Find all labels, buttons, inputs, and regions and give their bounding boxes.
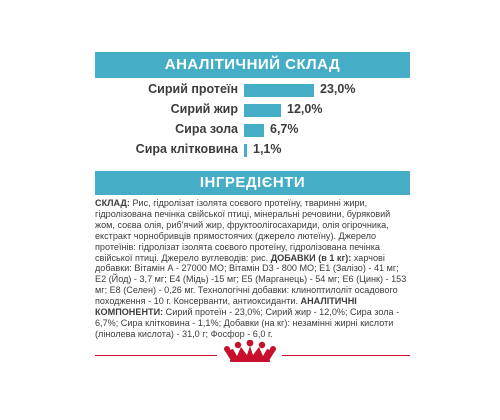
analysis-row-value: 1,1% (253, 142, 282, 156)
analysis-row-label: Сирий жир (170, 102, 238, 116)
analysis-row (95, 120, 410, 140)
analysis-row (95, 80, 410, 100)
analysis-row-label: Сира клітковина (135, 142, 238, 156)
divider-right (282, 355, 410, 356)
analysis-row-label: Сира зола (175, 122, 238, 136)
analysis-row-value: 6,7% (270, 122, 299, 136)
analysis-row-label: Сирий протеїн (148, 82, 238, 96)
additives-label: ДОБАВКИ (в 1 кг): (270, 252, 352, 263)
components-label: АНАЛІТИЧНІ КОМПОНЕНТИ: (95, 296, 357, 318)
composition-text: Рис, гідролізат ізолята соєвого протеїну, тваринні жири, гідролізована печінка свійської птиці, мінеральні речовини, буряковий жом, соєва олія, риб'ячий жир, фруктоолігосахариди, олія огірочника, екстракт чорнобривців прямостоячих (джерело лютеїну). Джерело протеїнів: гідролізат ізолята соєвого протеїну, гідролізована печінка свійської птиці. Джерело вуглеводів: рис. (95, 198, 391, 263)
divider-left (95, 355, 217, 356)
analysis-row (95, 100, 410, 120)
royal-crown-logo-icon (221, 340, 279, 364)
analysis-row-bar (244, 84, 314, 97)
analysis-row-value: 23,0% (320, 82, 356, 96)
analysis-title: АНАЛІТИЧНИЙ СКЛАД (95, 52, 410, 78)
analysis-row-bar (244, 144, 247, 157)
analysis-row (95, 140, 410, 160)
analysis-row-value: 12,0% (287, 102, 323, 116)
additives-text: харчові добавки: Вітамін А - 27000 МО; Вітамін D3 - 800 МО; Е1 (Залізо) - 41 мг; Е2 (Йод) - 3,7 мг; Е4 (Мідь) -15 мг; Е5 (Марганець) - 54 мг; Е6 (Цинк) - 153 мг; Е8 (Селен) - 0,26 мг. Технологічні добавки: клиноптилоліт осадового походження - 10 г. Консерванти, антиоксиданти. (95, 252, 407, 307)
analysis-row-bar (244, 104, 281, 117)
composition-label: СКЛАД: (95, 198, 130, 208)
components-text: Сирий протеїн - 23,0%; Сирий жир - 12,0%; Сира зола - 6,7%; Сира клітковина - 1,1%; Добавки (на кг): незамінні жирні кислоти (лінолева кислота) - 31,0 г; Фосфор - 6,0 г. (95, 307, 400, 339)
analysis-row-bar (244, 124, 264, 137)
ingredients-title: ІНГРЕДІЄНТИ (95, 171, 410, 195)
ingredients-text (95, 198, 410, 340)
